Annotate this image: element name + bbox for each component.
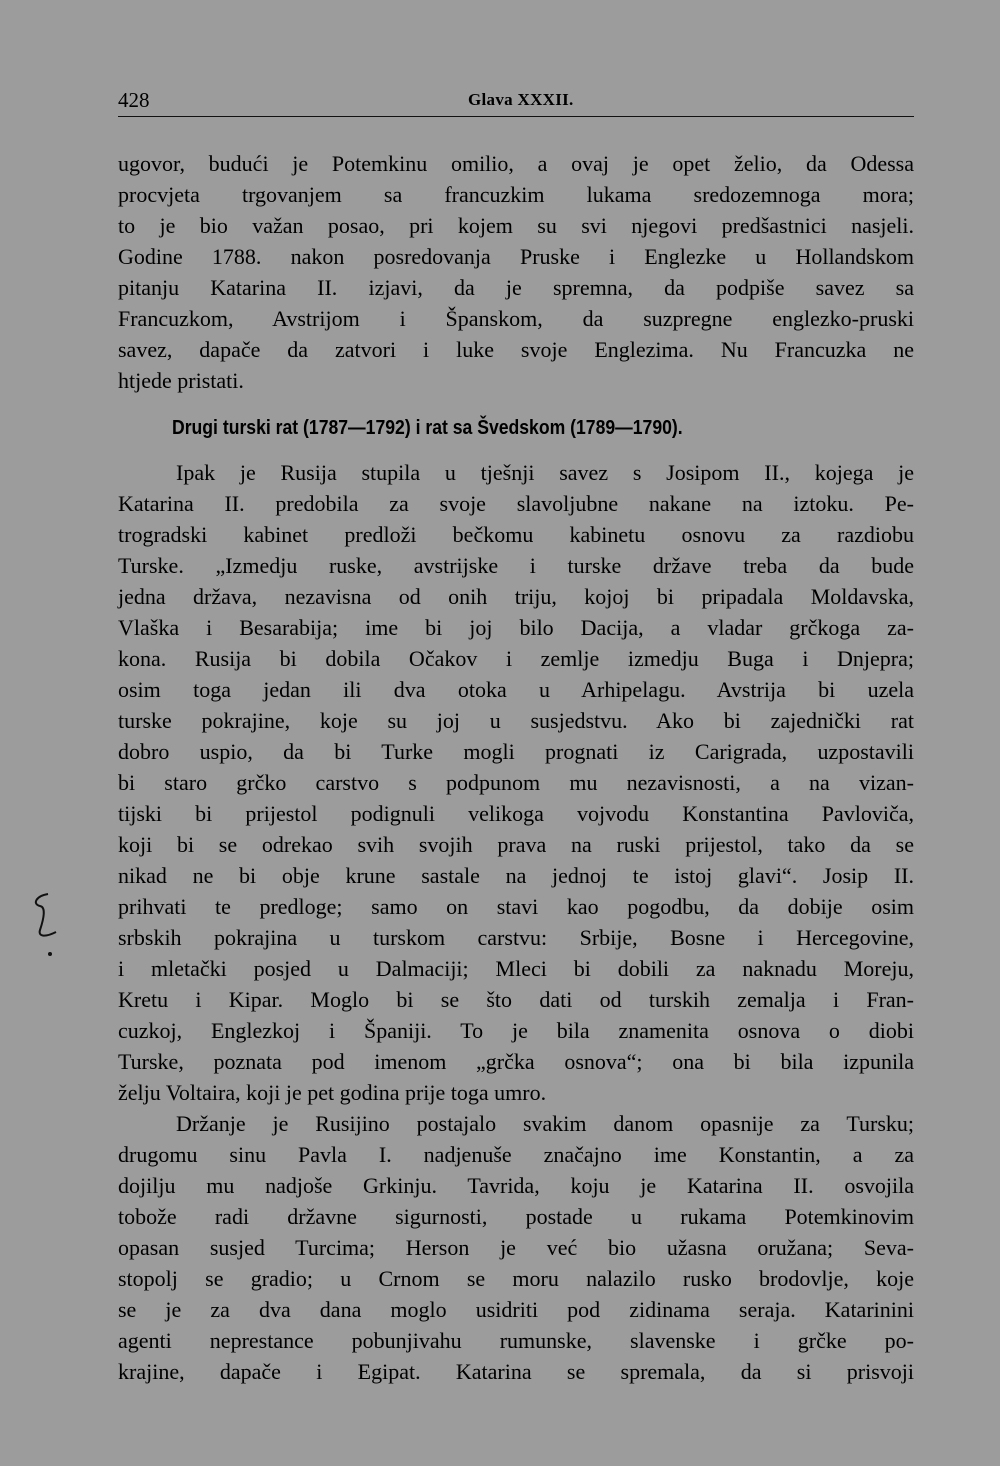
text-line: Ipak je Rusija stupila u tješnji savez s Josipom II., kojega je (176, 460, 914, 485)
text-line: dobro uspio, da bi Turke mogli prognati iz Carigrada, uzpostavili (118, 739, 914, 764)
text-line: Turske, poznata pod imenom „grčka osnova“; ona bi bila izpunila (118, 1049, 914, 1074)
text-line: koji bi se odrekao svih svojih prava na ruski prijestol, tako da se (118, 832, 914, 857)
text-line: bi staro grčko carstvo s podpunom mu nezavisnosti, a na vizan- (118, 770, 914, 795)
paragraph-2-and-3 (118, 457, 914, 1387)
text-line: tijski bi prijestol podignuli velikoga vojvodu Konstantina Pavloviča, (118, 801, 914, 826)
text-line: kona. Rusija bi dobila Očakov i zemlje izmedju Buga i Dnjepra; (118, 646, 914, 671)
text-line: drugomu sinu Pavla I. nadjenuše značajno ime Konstantin, a za (118, 1142, 914, 1167)
text-line: i mletački posjed u Dalmaciji; Mleci bi dobili za naknadu Moreju, (118, 956, 914, 981)
text-line: se je za dva dana moglo usidriti pod zidinama seraja. Katarinini (118, 1297, 914, 1322)
text-line: Katarina II. predobila za svoje slavoljubne nakane na iztoku. Pe- (118, 491, 914, 516)
paragraph-1 (118, 148, 914, 396)
text-line: Držanje je Rusijino postajalo svakim danom opasnije za Tursku; (176, 1111, 914, 1136)
text-line: Turske. „Izmedju ruske, avstrijske i turske države treba da bude (118, 553, 914, 578)
text-line: ugovor, budući je Potemkinu omilio, a ovaj je opet želio, da Odessa (118, 151, 914, 176)
text-line: turske pokrajine, koje su joj u susjedstvu. Ako bi zajednički rat (118, 708, 914, 733)
text-line: Godine 1788. nakon posredovanja Pruske i Englezke u Hollandskom (118, 244, 914, 269)
text-line: prihvati te predloge; samo on stavi kao pogodbu, da dobije osim (118, 894, 914, 919)
text-line: cuzkoj, Englezkoj i Španiji. To je bila znamenita osnova o diobi (118, 1018, 914, 1043)
text-line: Kretu i Kipar. Moglo bi se što dati od turskih zemalja i Fran- (118, 987, 914, 1012)
text-line: želju Voltaira, koji je pet godina prije toga umro. (118, 1080, 547, 1105)
section-heading: Drugi turski rat (1787—1792) i rat sa Švedskom (1789—1790). (172, 417, 683, 439)
running-title: Glava XXXII. (468, 90, 574, 109)
text-line: srbskih pokrajina u turskom carstvu: Srbije, Bosne i Hercegovine, (118, 925, 914, 950)
text-line: to je bio važan posao, pri kojem su svi njegovi predšastnici nasjeli. (118, 213, 914, 238)
text-line: stopolj se gradio; u Crnom se moru nalazilo rusko brodovlje, koje (118, 1266, 914, 1291)
text-line: procvjeta trgovanjem sa francuzkim lukama sredozemnoga mora; (118, 182, 914, 207)
text-line: osim toga jedan ili dva otoka u Arhipelagu. Avstrija bi uzela (118, 677, 914, 702)
text-line: krajine, dapače i Egipat. Katarina se spremala, da si prisvoji (118, 1359, 914, 1384)
text-line: agenti neprestance pobunjivahu rumunske, slavenske i grčke po- (118, 1328, 914, 1353)
text-line: trogradski kabinet predloži bečkomu kabinetu osnovu za razdiobu (118, 522, 914, 547)
text-line: pitanju Katarina II. izjavi, da je spremna, da podpiše savez sa (118, 275, 914, 300)
text-line: opasan susjed Turcima; Herson je već bio užasna oružana; Seva- (118, 1235, 914, 1260)
text-line: Vlaška i Besarabija; ime bi joj bilo Dacija, a vladar grčkoga za- (118, 615, 914, 640)
text-line: savez, dapače da zatvori i luke svoje Englezima. Nu Francuzka ne (118, 337, 914, 362)
text-line: htjede pristati. (118, 368, 244, 393)
text-line: Francuzkom, Avstrijom i Španskom, da suzpregne englezko-pruski (118, 306, 914, 331)
text-line: jedna država, nezavisna od onih triju, kojoj bi pripadala Moldavska, (118, 584, 914, 609)
text-line: tobože radi državne sigurnosti, postade u rukama Potemkinovim (118, 1204, 914, 1229)
page-header (118, 88, 914, 117)
page-number: 428 (118, 88, 150, 112)
text-line: nikad ne bi obje krune sastale na jednoj te istoj glavi“. Josip II. (118, 863, 914, 888)
handwritten-mark-icon (26, 888, 66, 958)
text-line: dojilju mu nadjoše Grkinju. Tavrida, koju je Katarina II. osvojila (118, 1173, 914, 1198)
